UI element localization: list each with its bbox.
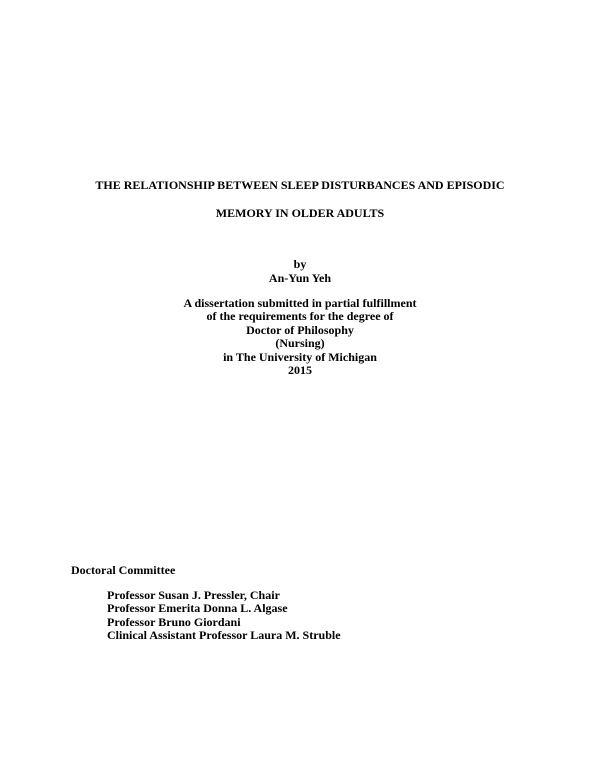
committee-heading: Doctoral Committee — [71, 563, 176, 577]
degree-name: Doctor of Philosophy — [246, 322, 354, 337]
committee-member: Clinical Assistant Professor Laura M. Struble — [107, 628, 341, 643]
by-label: by — [293, 257, 307, 271]
dissertation-title-line-1: THE RELATIONSHIP BETWEEN SLEEP DISTURBANCES AND EPISODIC — [95, 178, 505, 192]
submission-line-1: A dissertation submitted in partial fulfillment — [183, 296, 417, 310]
committee-list — [107, 589, 341, 643]
committee-member: Professor Susan J. Pressler, Chair — [107, 588, 280, 602]
institution: in The University of Michigan — [223, 349, 377, 364]
dissertation-title-line-2: MEMORY IN OLDER ADULTS — [215, 206, 385, 220]
author-name: An-Yun Yeh — [268, 271, 332, 285]
degree-field: (Nursing) — [275, 336, 325, 351]
year: 2015 — [288, 363, 312, 378]
committee-member: Professor Bruno Giordani — [107, 614, 241, 629]
submission-line-2: of the requirements for the degree of — [206, 309, 394, 324]
committee-member: Professor Emerita Donna L. Algase — [107, 601, 288, 616]
submission-statement — [0, 297, 600, 377]
